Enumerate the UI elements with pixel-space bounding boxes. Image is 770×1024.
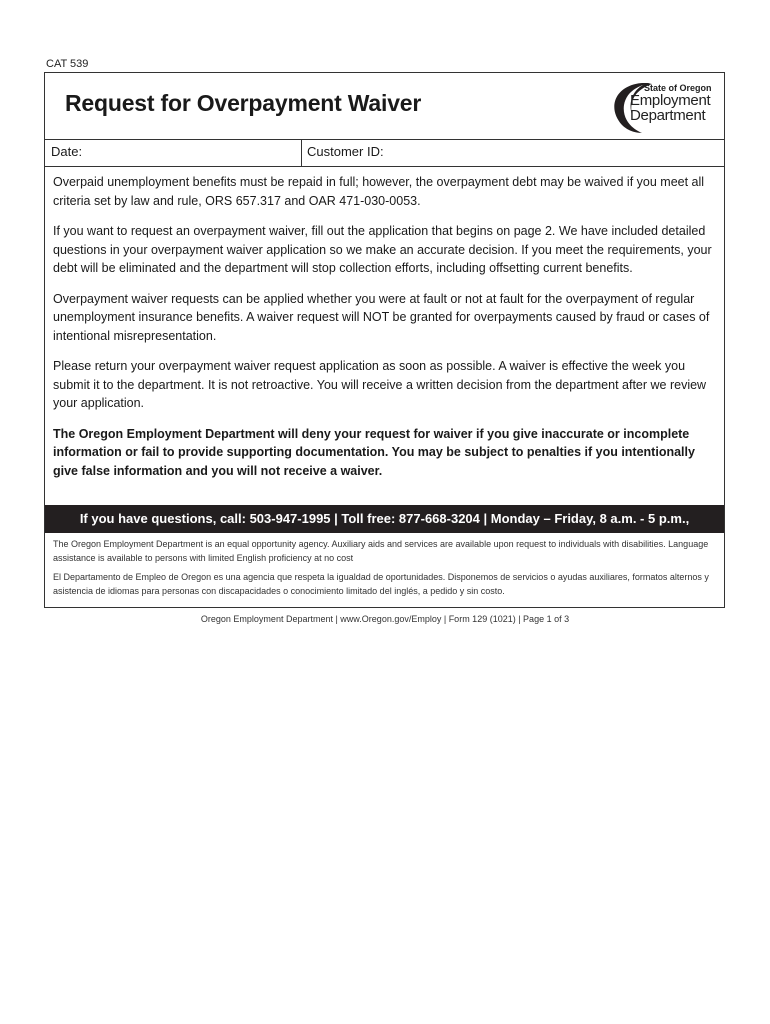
customer-id-field[interactable]: [302, 140, 724, 166]
agency-logo: [602, 77, 720, 135]
logo-line2: Department: [630, 107, 706, 124]
customer-id-label: Customer ID:: [307, 144, 384, 159]
logo-line1: Employment: [630, 92, 711, 109]
logo-state-text: State of Oregon: [644, 83, 712, 93]
date-label: Date:: [51, 144, 83, 159]
form-header: [45, 73, 724, 140]
paragraph-4: Please return your overpayment waiver request application as soon as possible. A waiver is effective the week you submit it to the department. It is not retroactive. You will receive a written decision from the department after we review your application.: [53, 359, 707, 410]
notice-english: The Oregon Employment Department is an equal opportunity agency. Auxiliary aids and services are available upon request to individuals with disabilities. Language assistance is available to persons with limited English proficiency at no cost: [53, 539, 709, 563]
contact-bar: If you have questions, call: 503-947-1995 | Toll free: 877-668-3204 | Monday – Friday, 8 a.m. - 5 p.m.,: [45, 505, 724, 533]
form-code: CAT 539: [46, 58, 89, 70]
paragraph-1: Overpaid unemployment benefits must be repaid in full; however, the overpayment debt may be waived if you meet all criteria set by law and rule, ORS 657.317 and OAR 471-030-0053.: [53, 175, 705, 208]
fields-row: [45, 140, 724, 167]
form-body: [45, 167, 724, 480]
paragraph-3: Overpayment waiver requests can be applied whether you were at fault or not at fault for the overpayment of regular unemployment insurance benefits. A waiver request will NOT be granted for overpayments caused by fraud or cases of intentional misrepresentation.: [53, 291, 710, 343]
page-title: Request for Overpayment Waiver: [65, 90, 422, 116]
page-footer: Oregon Employment Department | www.Oregon.gov/Employ | Form 129 (1021) | Page 1 of 3: [200, 614, 570, 624]
notice-spanish: El Departamento de Empleo de Oregon es una agencia que respeta la igualdad de oportunidades. Disponemos de servicios o ayudas auxiliares, formatos alternos y asistencia de idiomas para personas con discapacidades o conocimiento limitado del inglés, a pedido y sin costo.: [53, 572, 709, 596]
date-field[interactable]: [45, 140, 302, 166]
paragraph-2: If you want to request an overpayment waiver, fill out the application that begins on page 2. We have included detailed questions in your overpayment waiver application so we make an accurate decision. If you meet the requirements, your debt will be eliminated and the department will stop collection efforts, including offsetting current benefits.: [53, 224, 712, 275]
equal-opportunity-notice: [53, 537, 716, 603]
form-container: [44, 72, 725, 608]
warning-paragraph: The Oregon Employment Department will deny your request for waiver if you give inaccurate or incomplete information or fail to provide supporting documentation. You may be subject to penalties if you intentionally give false information and you will not receive a waiver.: [53, 426, 695, 478]
